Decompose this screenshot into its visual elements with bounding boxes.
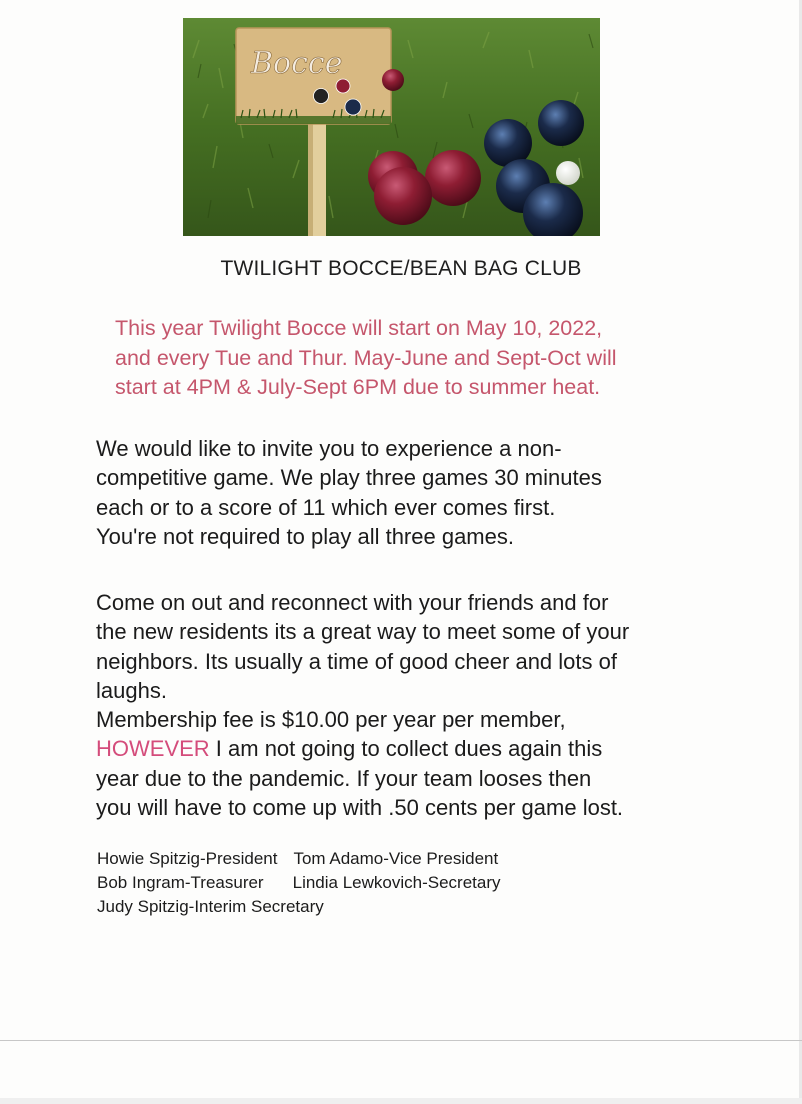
officers-list: [97, 847, 717, 919]
red-ball: [425, 150, 481, 206]
blue-ball: [538, 100, 584, 146]
paragraph-text: I am not going to collect dues again this: [209, 736, 603, 762]
paragraph-line: year due to the pandemic. If your team looses then: [96, 765, 592, 791]
officer-interim-secretary: Judy Spitzig-Interim Secretary: [97, 897, 324, 916]
membership-paragraph: [96, 588, 776, 822]
paragraph-line: We would like to invite you to experience a non-: [96, 436, 562, 461]
invitation-paragraph: [96, 434, 776, 551]
however-highlight: HOWEVER: [96, 736, 210, 762]
paragraph-line: [96, 734, 776, 763]
officer-secretary: Lindia Lewkovich-Secretary: [292, 873, 501, 892]
paragraph-line: each or to a score of 11 which ever comes first.: [96, 494, 556, 520]
bocce-photo: [183, 18, 600, 236]
paragraph-line: laughs.: [96, 677, 167, 703]
notice-line: and every Tue and Thur. May-June and Sept-Oct will: [115, 345, 617, 370]
paragraph-line: You're not required to play all three games.: [96, 523, 514, 549]
sign-text: Bocce: [251, 46, 343, 81]
notice-line: This year Twilight Bocce will start on May 10, 2022,: [115, 316, 603, 340]
officers-row: [97, 871, 717, 895]
officers-row: [97, 847, 717, 871]
officer-president: Howie Spitzig-President: [97, 849, 278, 868]
notice-line: start at 4PM & July-Sept 6PM due to summer heat.: [115, 375, 601, 399]
scan-bottom-edge: [0, 1098, 802, 1104]
officers-row: [97, 895, 717, 919]
paragraph-line: the new residents its a great way to meet some of your: [96, 619, 630, 645]
paragraph-line: competitive game. We play three games 30 minutes: [96, 465, 602, 491]
paragraph-line: Membership fee is $10.00 per year per member,: [96, 707, 566, 733]
season-notice: [115, 314, 755, 403]
paragraph-line: you will have to come up with .50 cents per game lost.: [96, 795, 624, 821]
scan-fold-line: [0, 1040, 802, 1041]
bocce-photo-art: [183, 18, 600, 236]
club-title: TWILIGHT BOCCE/BEAN BAG CLUB: [220, 257, 582, 280]
pallino-ball: [556, 161, 580, 185]
paragraph-line: neighbors. Its usually a time of good cheer and lots of: [96, 648, 617, 674]
officer-vice-president: Tom Adamo-Vice President: [293, 849, 499, 868]
paragraph-line: Come on out and reconnect with your friends and for: [96, 590, 609, 615]
red-ball: [374, 167, 432, 225]
officer-treasurer: Bob Ingram-Treasurer: [97, 873, 264, 892]
